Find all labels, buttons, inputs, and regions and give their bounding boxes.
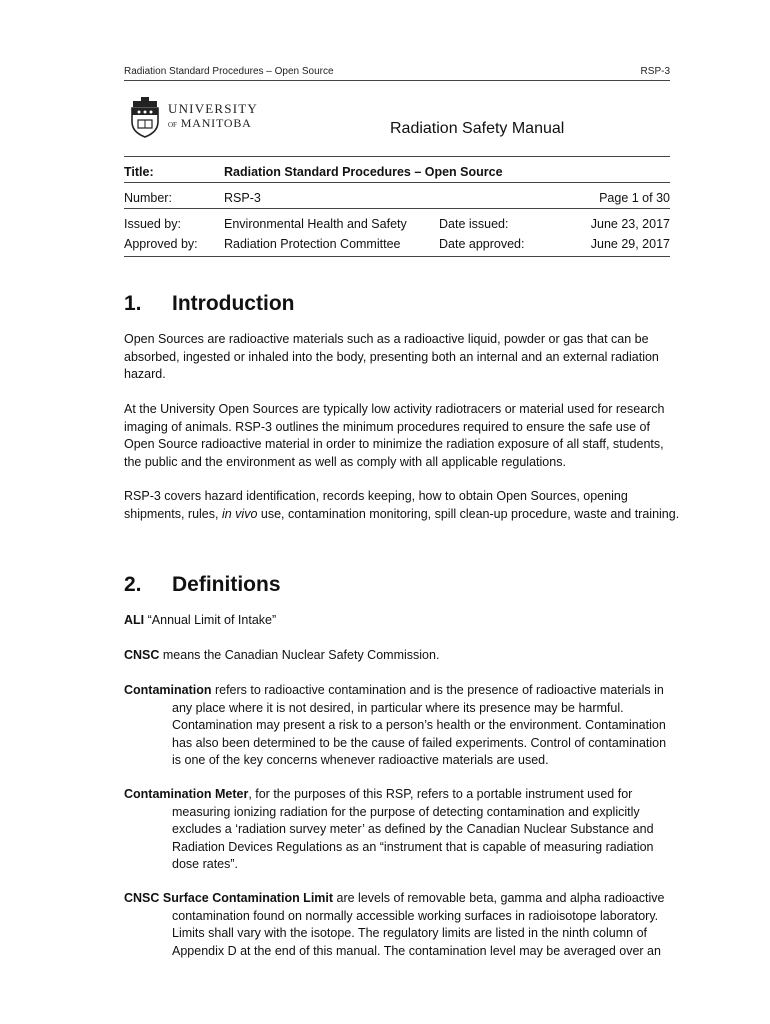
title-value: Radiation Standard Procedures – Open Source: [224, 157, 670, 183]
date-approved-label: Date approved:: [439, 234, 584, 257]
logo-university: UNIVERSITY: [168, 101, 258, 116]
university-logo: [128, 96, 258, 140]
manual-title: Radiation Safety Manual: [390, 120, 565, 137]
logo-manitoba: MANITOBA: [180, 116, 252, 130]
definition-text: refers to radioactive contamination and is the presence of radioactive materials in any place where it is not desired, in particular where its presence may be harmful. Contamination may present a risk to a person’s health or the environment. Contamination has also been determined to be the cause of failed experiments. Control of contamination is one of the key concerns whenever radioactive materials are used.: [172, 683, 667, 768]
intro-paragraph-2: At the University Open Sources are typically low activity radiotracers or material used for research imaging of animals. RSP-3 outlines the minimum procedures required to ensure the safe use of Open Source radioactive material in order to minimize the radiation exposure of all staff, students, the public and the environment as well as comply with all applicable regulations.: [124, 402, 665, 469]
running-header-title: Radiation Standard Procedures – Open Source: [124, 66, 334, 77]
document-meta-table: [124, 156, 670, 257]
number-value: RSP-3: [224, 183, 439, 209]
section-title: Introduction: [172, 292, 295, 315]
logo-of: OF: [168, 121, 177, 129]
date-issued-label: Date issued:: [439, 209, 584, 235]
running-header-code: RSP-3: [640, 66, 670, 77]
definition-surface-contamination-limit: [124, 890, 672, 960]
definition-term: ALI: [124, 613, 145, 627]
definition-term: CNSC Surface Contamination Limit: [124, 891, 334, 905]
issued-label: Issued by:: [124, 209, 224, 235]
definition-term: CNSC: [124, 648, 160, 662]
intro-p3-italic: in vivo: [221, 506, 258, 521]
issued-value: Environmental Health and Safety: [224, 209, 439, 235]
header-rule: [124, 80, 670, 81]
definition-text: means the Canadian Nuclear Safety Commission.: [159, 648, 440, 662]
definition-contamination: [124, 682, 672, 770]
approved-value: Radiation Protection Committee: [224, 234, 439, 257]
logo-wordmark: [168, 102, 258, 132]
definition-term: Contamination: [124, 683, 212, 697]
intro-p3-end: use, contamination monitoring, spill clean-up procedure, waste and training.: [257, 506, 680, 521]
section-heading-introduction: [124, 292, 294, 316]
approved-label: Approved by:: [124, 234, 224, 257]
intro-paragraph-3: [124, 488, 684, 523]
section-number: 1.: [124, 292, 142, 315]
intro-p3-start: RSP-3 covers hazard identification, records keeping, how to obtain Open Sources, opening shipments, rules,: [124, 489, 628, 521]
intro-paragraph-1: Open Sources are radioactive materials such as a radioactive liquid, powder or gas that can be absorbed, ingested or inhaled into the body, presenting both an internal and an external radiation hazard.: [124, 332, 659, 382]
title-label: Title:: [124, 157, 224, 183]
date-approved-value: June 29, 2017: [584, 234, 670, 257]
section-heading-definitions: [124, 573, 281, 597]
definition-cnsc: [124, 647, 672, 665]
definition-ali: [124, 612, 672, 630]
section-title: Definitions: [172, 573, 281, 596]
definition-contamination-meter: [124, 786, 672, 874]
definition-text: are levels of removable beta, gamma and alpha radioactive contamination found on normally accessible working surfaces in radioisotope laboratory. Limits shall vary with the isotope. The regulatory limits are listed in the ninth column of Appendix D at the end of this manual. The contamination level may be averaged over an: [172, 891, 665, 958]
definition-term: Contamination Meter: [124, 787, 249, 801]
running-header: [124, 66, 670, 77]
definition-text: , for the purposes of this RSP, refers to a portable instrument used for measuring ionizing radiation for the purpose of detecting contamination and explicitly excludes a ‘radiation survey meter’ as defined by the Canadian Nuclear Substance and Radiation Devices Regulations as an “instrument that is capable of measuring radiation dose rates”.: [172, 787, 654, 872]
section-number: 2.: [124, 573, 142, 596]
number-label: Number:: [124, 183, 224, 209]
definition-text: “Annual Limit of Intake”: [144, 613, 277, 627]
page-count: Page 1 of 30: [584, 183, 670, 209]
date-issued-value: June 23, 2017: [584, 209, 670, 235]
crest-icon: [128, 96, 162, 138]
